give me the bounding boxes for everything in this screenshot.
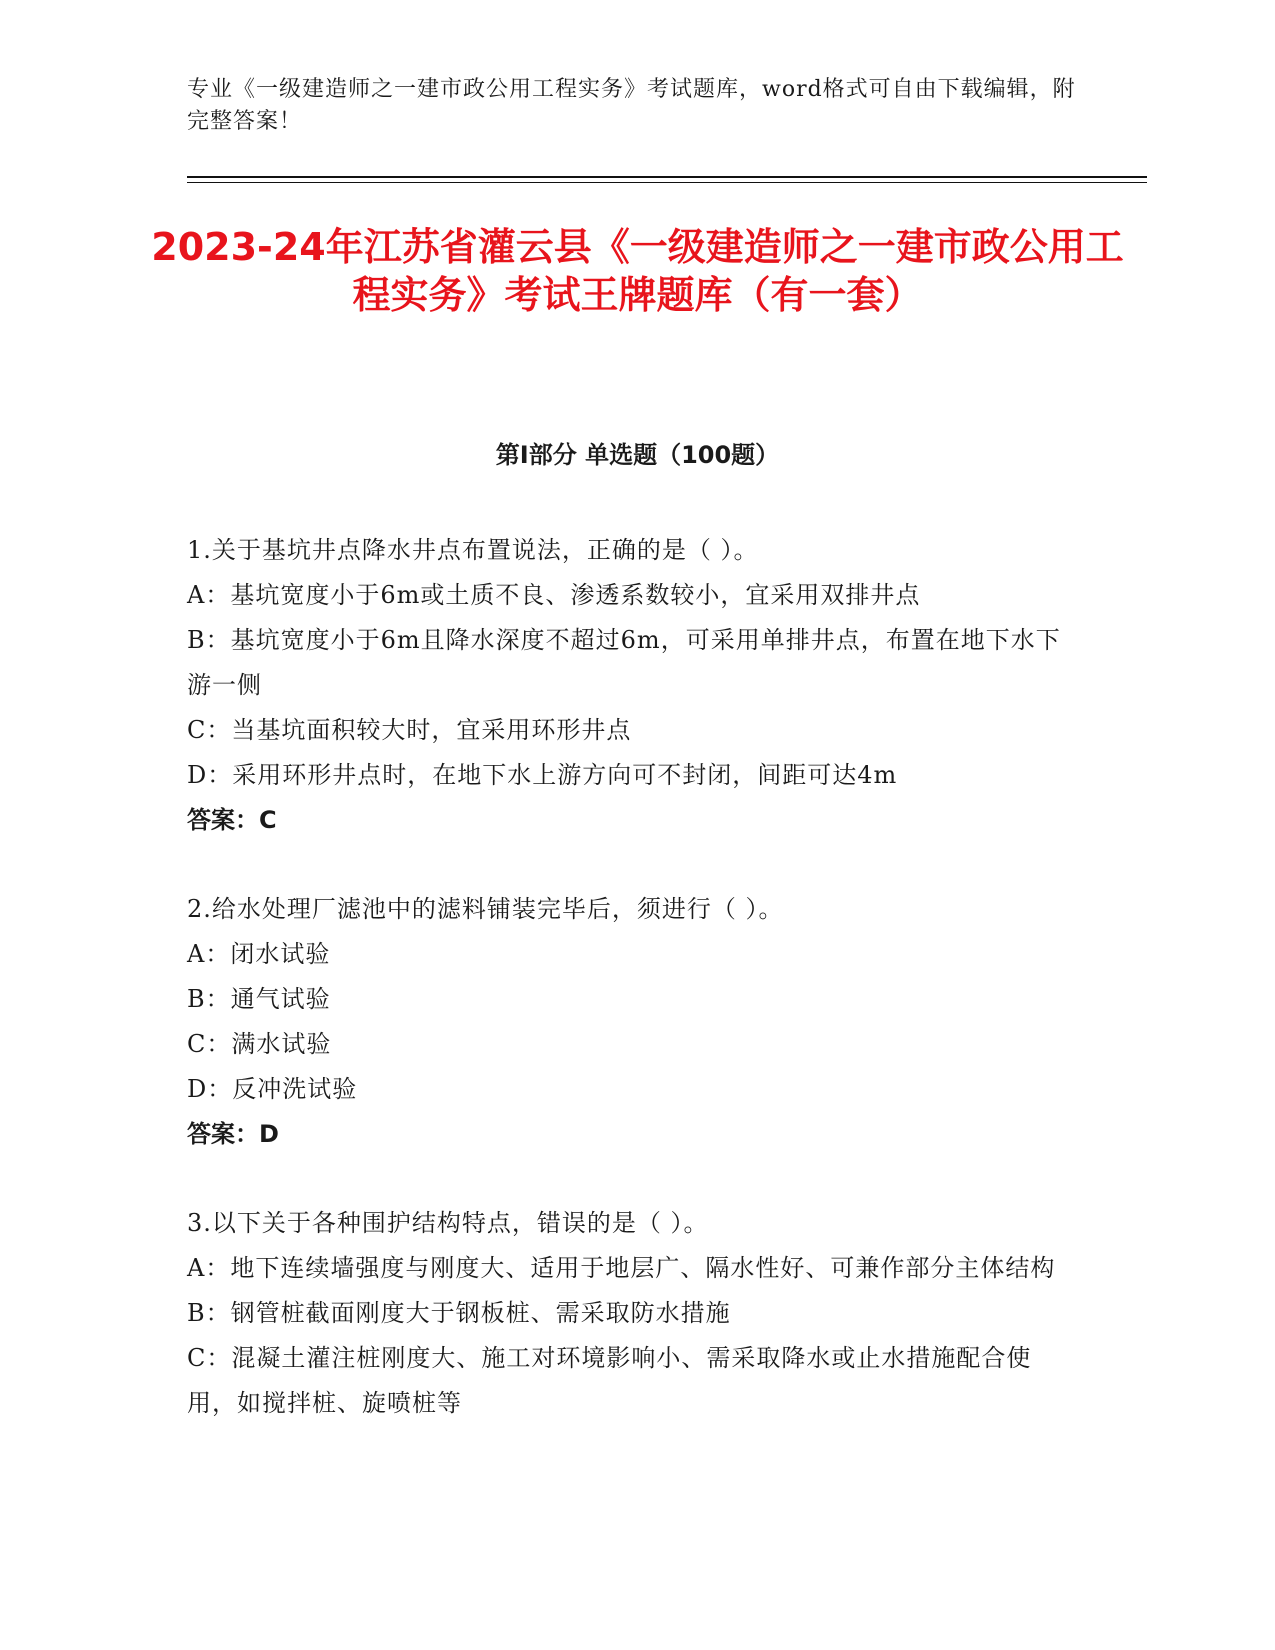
question-1	[187, 528, 1067, 843]
option-a: A：闭水试验	[187, 940, 331, 968]
option-a: A：地下连续墙强度与刚度大、适用于地层广、隔水性好、可兼作部分主体结构	[187, 1254, 1056, 1282]
question-stem: 1.关于基坑井点降水井点布置说法，正确的是（ ）。	[187, 536, 759, 564]
option-c: C：满水试验	[187, 1030, 332, 1058]
option-c: C：混凝土灌注桩刚度大、施工对环境影响小、需采取降水或止水措施配合使用，如搅拌桩、旋喷桩等	[187, 1344, 1032, 1417]
question-2	[187, 887, 1067, 1157]
header-rule-thin	[187, 182, 1147, 183]
question-stem: 2.给水处理厂滤池中的滤料铺装完毕后，须进行（ ）。	[187, 895, 784, 923]
answer: 答案：D	[187, 1120, 279, 1148]
option-b: B：基坑宽度小于6m且降水深度不超过6m，可采用单排井点，布置在地下水下游一侧	[187, 626, 1061, 699]
option-a: A：基坑宽度小于6m或土质不良、渗透系数较小，宜采用双排井点	[187, 581, 921, 609]
option-d: D：反冲洗试验	[187, 1075, 358, 1103]
question-3	[187, 1201, 1067, 1426]
document-title: 2023-24年江苏省灌云县《一级建造师之一建市政公用工程实务》考试王牌题库（有一套）	[151, 225, 1124, 317]
option-b: B：钢管桩截面刚度大于钢板桩、需采取防水措施	[187, 1299, 731, 1327]
header-note: 专业《一级建造师之一建市政公用工程实务》考试题库，word格式可自由下载编辑，附完整答案！	[187, 77, 1076, 134]
option-c: C：当基坑面积较大时，宜采用环形井点	[187, 716, 632, 744]
header-rule-thick	[187, 176, 1147, 178]
option-b: B：通气试验	[187, 985, 331, 1013]
option-d: D：采用环形井点时，在地下水上游方向可不封闭，间距可达4m	[187, 761, 898, 789]
question-stem: 3.以下关于各种围护结构特点，错误的是（ ）。	[187, 1209, 709, 1237]
section-title: 第Ⅰ部分 单选题（100题）	[495, 441, 780, 469]
question-list	[187, 528, 1067, 1470]
answer: 答案：C	[187, 806, 277, 834]
